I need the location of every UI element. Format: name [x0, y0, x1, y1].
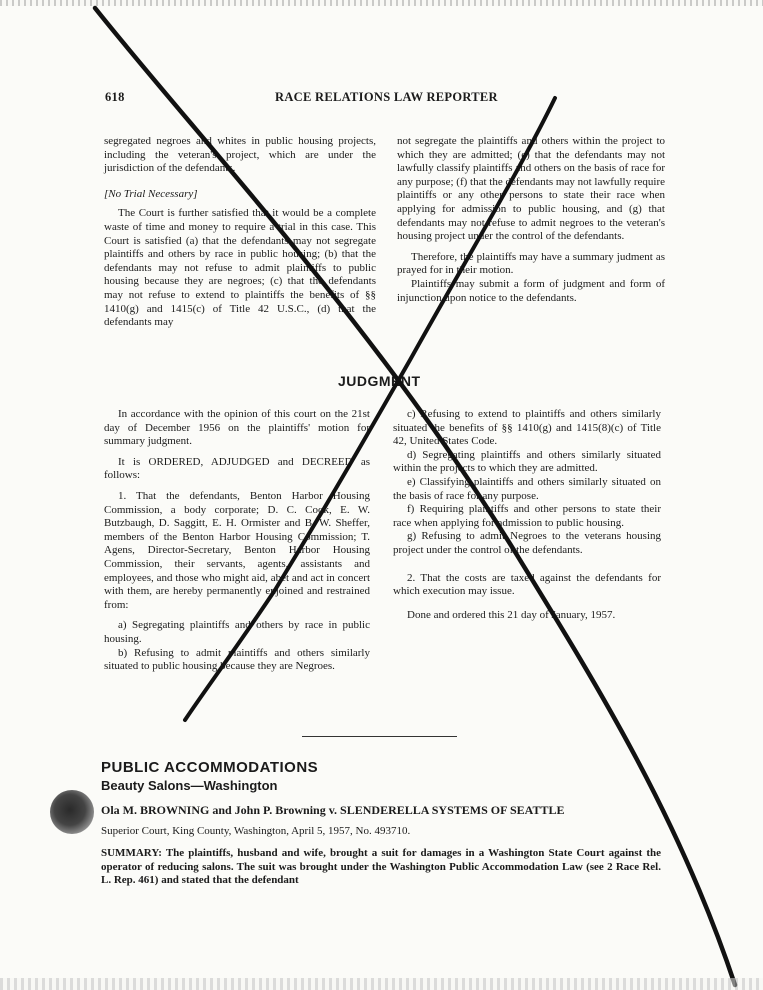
column-top-left	[104, 135, 376, 330]
court-line: Superior Court, King County, Washington, April 5, 1957, No. 493710.	[101, 825, 411, 837]
section-heading: [No Trial Necessary]	[104, 187, 198, 200]
ink-blot-mark	[50, 790, 94, 834]
scan-top-edge	[0, 0, 763, 6]
paragraph: f) Requiring plaintiffs and other persons to state their race when applying for admission to public housing.	[393, 503, 661, 529]
case-title: Ola M. BROWNING and John P. Browning v. SLENDERELLA SYSTEMS OF SEATTLE	[101, 803, 565, 817]
case-summary: SUMMARY: The plaintiffs, husband and wife, brought a suit for damages in a Washington State Court against the operator of reducing salons. The suit was brought under the Washington Public Accommodation Law (see 2 Race Rel. L. Rep. 461) and stated that the defendant	[101, 847, 661, 887]
running-head: RACE RELATIONS LAW REPORTER	[275, 90, 498, 104]
paragraph: g) Refusing to admit Negroes to the veterans housing project under the control of the defendants.	[393, 530, 661, 556]
separator-rule	[302, 736, 457, 737]
scan-bottom-edge	[0, 978, 763, 990]
paragraph: c) Refusing to extend to plaintiffs and others similarly situated the benefits of §§ 1410(g) and 1415(8)(c) of Title 42, United States Code.	[393, 408, 661, 448]
paragraph: Plaintiffs may submit a form of judgment and form of injunction upon notice to the defendants.	[397, 277, 665, 304]
paragraph: not segregate the plaintiffs and others within the project to which they are admitted; (e) that the defendants may not lawfully classify plaintiffs and others on the basis of race for any purpose; (f) that the defendants may not lawfully require plaintiffs or any other persons to state their race when applying for admission to public housing, and (g) that defendants may not refuse to admit negroes to the veteran's housing project under the control of the defendants.	[397, 135, 665, 243]
page-number: 618	[105, 90, 125, 104]
paragraph: The Court is further satisfied that it would be a complete waste of time and money to require a trial in this case. This Court is satisfied (a) that the defendants may not segregate plaintiffs and others by race in public housing; (b) that the defendants may not refuse to admit plaintiffs to public housing because they are negroes; (c) that the defendants may not refuse to extend to plaintiffs the benefits of §§ 1410(g) and 1415(c) of Title 42 U.S.C., (d) that the defendants may	[104, 207, 376, 329]
paragraph: d) Segregating plaintiffs and others similarly situated within the projects to which they are admitted.	[393, 448, 661, 475]
paragraph: It is ORDERED, ADJUDGED and DECREED as follows:	[104, 455, 370, 482]
paragraph: In accordance with the opinion of this court on the 21st day of December 1956 on the plaintiffs' motion for summary judgment.	[104, 408, 370, 448]
section-subtitle: Beauty Salons—Washington	[101, 778, 278, 793]
paragraph: Therefore, the plaintiffs may have a summary judment as prayed for in their motion.	[397, 250, 665, 277]
section-title: PUBLIC ACCOMMODATIONS	[101, 759, 319, 776]
paragraph: segregated negroes and whites in public housing projects, including the veteran's project, which are under the jurisdiction of the defendants.	[104, 135, 376, 175]
column-bottom-left	[104, 408, 370, 674]
paragraph: a) Segregating plaintiffs and others by race in public housing.	[104, 619, 370, 645]
paragraph: 1. That the defendants, Benton Harbor Housing Commission, a body corporate; D. C. Cook, E. W. Butzbaugh, D. Saggitt, E. H. Ormister and B. W. Sheffer, members of the Benton Harbor Housing Commission; T. Agens, Director-Secretary, Benton Harbor Housing Commission, their servants, agents, assistants and employees, and those who might aid, abet and act in concert with them, are hereby permanently enjoined and restrained from:	[104, 489, 370, 611]
column-top-right	[397, 135, 665, 305]
column-bottom-right	[393, 408, 661, 622]
paragraph: Done and ordered this 21 day of January, 1957.	[407, 608, 616, 621]
paragraph: 2. That the costs are taxed against the defendants for which execution may issue.	[393, 571, 661, 598]
judgment-heading: JUDGMENT	[338, 373, 421, 389]
paragraph: b) Refusing to admit plaintiffs and others similarly situated to public housing because they are Negroes.	[104, 646, 370, 673]
paragraph: e) Classifying plaintiffs and others similarly situated on the basis of race for any purpose.	[393, 475, 661, 502]
